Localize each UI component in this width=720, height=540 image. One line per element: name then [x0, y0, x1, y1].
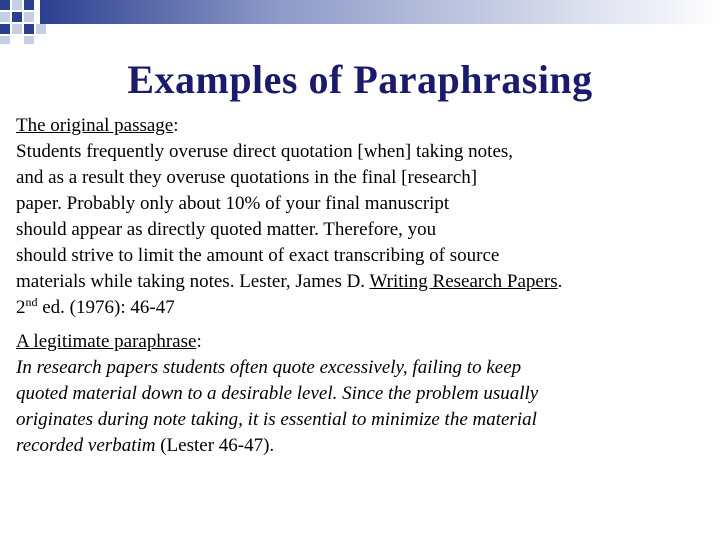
- paraphrase-line: In research papers students often quote excessively, failing to keep: [16, 357, 522, 378]
- citation-period: .: [557, 271, 563, 292]
- paraphrase-italic-end: recorded verbatim: [16, 435, 156, 456]
- paraphrase-citation: (Lester 46-47).: [155, 435, 275, 456]
- original-line-citation: [16, 269, 706, 295]
- decorative-gradient-bar: [40, 0, 720, 24]
- paraphrase-line: originates during note taking, it is essential to minimize the material: [16, 409, 537, 430]
- original-heading-colon: :: [173, 115, 179, 136]
- paraphrase-line-final: [16, 433, 706, 459]
- original-heading: The original passage: [16, 115, 174, 136]
- edition-details: ed. (1976): 46-47: [37, 297, 175, 318]
- original-line-edition: [16, 295, 706, 321]
- paraphrase-heading-colon: :: [196, 331, 202, 352]
- original-line: should appear as directly quoted matter. Therefore, you: [16, 219, 437, 240]
- page-title: Examples of Paraphrasing: [127, 57, 593, 102]
- original-line: paper. Probably only about 10% of your final manuscript: [16, 193, 450, 214]
- citation-prefix: materials while taking notes. Lester, James D.: [16, 271, 370, 292]
- paraphrase-line: quoted material down to a desirable level. Since the problem usually: [16, 383, 539, 404]
- edition-number: 2: [16, 297, 26, 318]
- original-line: should strive to limit the amount of exact transcribing of source: [16, 245, 500, 266]
- book-title: Writing Research Papers: [369, 271, 558, 292]
- edition-superscript: nd: [25, 295, 38, 309]
- original-line: Students frequently overuse direct quotation [when] taking notes,: [16, 141, 514, 162]
- original-line: and as a result they overuse quotations in the final [research]: [16, 167, 478, 188]
- original-heading-line: [16, 113, 706, 139]
- slide-body: [16, 113, 706, 459]
- paraphrase-heading-line: [16, 329, 706, 355]
- paraphrase-heading: A legitimate paraphrase: [16, 331, 197, 352]
